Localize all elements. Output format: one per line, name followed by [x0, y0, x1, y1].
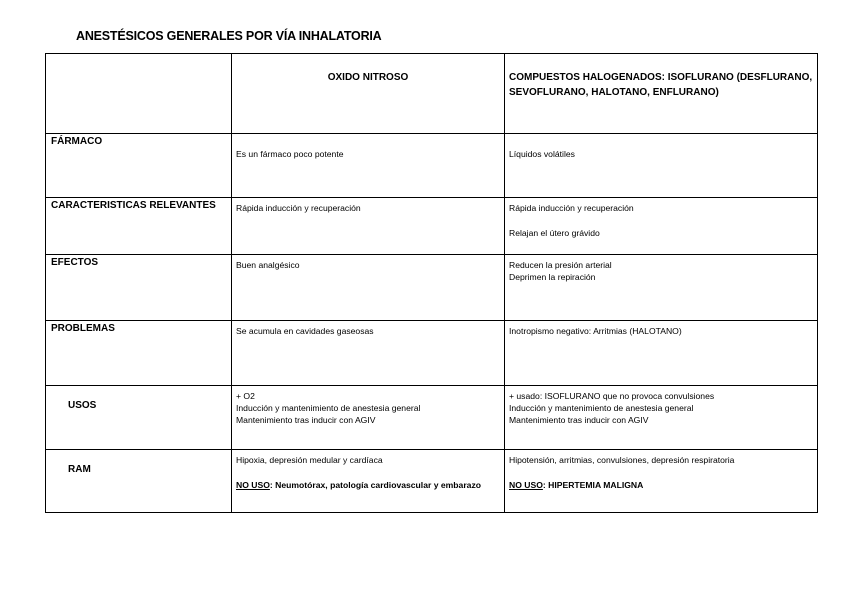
row-problemas [46, 321, 818, 386]
no-uso-line [509, 479, 817, 491]
anesthetics-table [45, 53, 818, 513]
cell-caracteristicas-halogenados [505, 198, 818, 255]
cell-farmaco-halogenados: Líquidos volátiles [505, 134, 818, 198]
row-label-caracteristicas: CARACTERISTICAS RELEVANTES [46, 198, 232, 255]
no-uso-label: NO USO [236, 480, 270, 490]
header-cell-empty [46, 54, 232, 134]
text-line: Hipoxia, depresión medular y cardíaca [236, 455, 383, 465]
text-line: Relajan el útero grávido [509, 228, 600, 238]
cell-ram-halogenados [505, 450, 818, 513]
text-line: Mantenimiento tras inducir con AGIV [236, 415, 376, 425]
text-line: + usado: ISOFLURANO que no provoca convulsiones [509, 391, 715, 401]
cell-usos-oxido [232, 386, 505, 450]
row-label-usos: USOS [46, 386, 232, 450]
text-line: Inducción y mantenimiento de anestesia general [236, 403, 421, 413]
row-farmaco [46, 134, 818, 198]
header-compuestos-halogenados: COMPUESTOS HALOGENADOS: ISOFLURANO (DESFLURANO, SEVOFLURANO, HALOTANO, ENFLURANO) [505, 54, 818, 134]
text-line: Hipotensión, arritmias, convulsiones, depresión respiratoria [509, 455, 735, 465]
text-line: Deprimen la repiración [509, 272, 596, 282]
cell-ram-oxido [232, 450, 505, 513]
cell-efectos-oxido: Buen analgésico [232, 255, 505, 321]
text-line: Reducen la presión arterial [509, 260, 612, 270]
row-ram [46, 450, 818, 513]
text-line: Inducción y mantenimiento de anestesia general [509, 403, 694, 413]
header-oxido-nitroso: OXIDO NITROSO [232, 54, 505, 134]
cell-problemas-oxido: Se acumula en cavidades gaseosas [232, 321, 505, 386]
cell-farmaco-oxido: Es un fármaco poco potente [232, 134, 505, 198]
row-efectos [46, 255, 818, 321]
cell-problemas-halogenados: Inotropismo negativo: Arritmias (HALOTANO) [505, 321, 818, 386]
no-uso-text: : Neumotórax, patología cardiovascular y embarazo [269, 480, 481, 490]
row-caracteristicas [46, 198, 818, 255]
cell-caracteristicas-oxido: Rápida inducción y recuperación [232, 198, 505, 255]
table-header-row [46, 54, 818, 134]
row-label-efectos: EFECTOS [46, 255, 232, 321]
row-label-problemas: PROBLEMAS [46, 321, 232, 386]
row-label-ram: RAM [46, 450, 232, 513]
cell-usos-halogenados [505, 386, 818, 450]
no-uso-label: NO USO [509, 480, 543, 490]
no-uso-text: : HIPERTEMIA MALIGNA [542, 480, 644, 490]
text-line: + O2 [236, 391, 255, 401]
document-title: ANESTÉSICOS GENERALES POR VÍA INHALATORIA [76, 29, 382, 43]
text-line: Mantenimiento tras inducir con AGIV [509, 415, 649, 425]
text-line: Rápida inducción y recuperación [509, 203, 634, 213]
row-usos [46, 386, 818, 450]
row-label-farmaco: FÁRMACO [46, 134, 232, 198]
cell-efectos-halogenados [505, 255, 818, 321]
no-uso-line [236, 479, 504, 491]
